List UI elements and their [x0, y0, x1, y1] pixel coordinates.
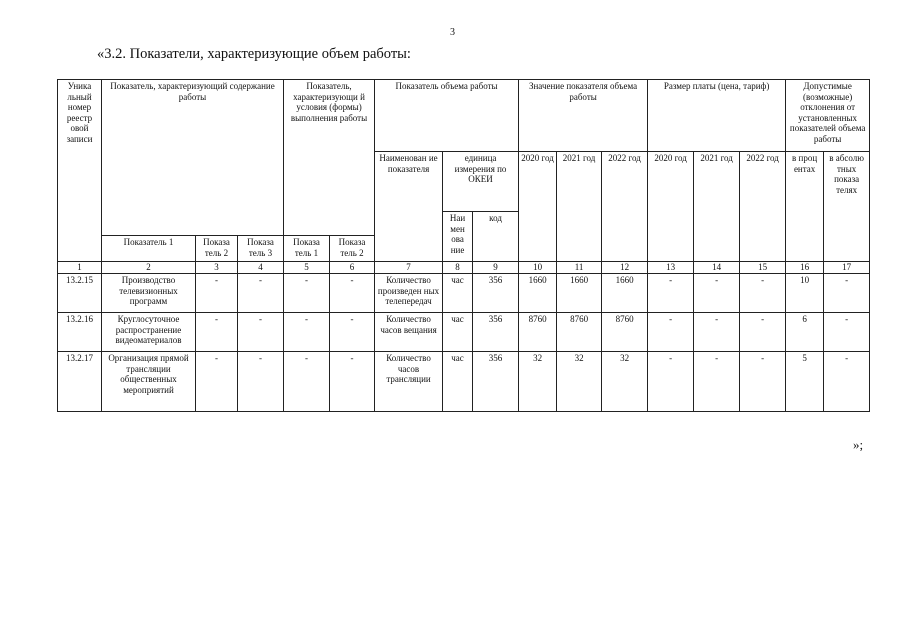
column-number-row — [58, 262, 870, 274]
header-deviation-percent: в проц ентах — [786, 152, 824, 262]
column-number: 5 — [284, 262, 330, 274]
unit-code: 356 — [473, 313, 519, 352]
fee-2021: - — [694, 274, 740, 313]
header-content-group: Показатель, характеризующий содержание работы — [102, 80, 284, 236]
condition-indicator-2: - — [330, 352, 375, 412]
deviation-absolute: - — [824, 352, 870, 412]
condition-indicator-1: - — [284, 352, 330, 412]
column-number: 8 — [443, 262, 473, 274]
table-row — [58, 352, 870, 412]
volume-indicator-name: Количество часов вещания — [375, 313, 443, 352]
value-2020: 1660 — [519, 274, 557, 313]
column-number: 1 — [58, 262, 102, 274]
header-year-2021: 2021 год — [557, 152, 602, 262]
column-number: 11 — [557, 262, 602, 274]
value-2022: 8760 — [602, 313, 648, 352]
column-number: 15 — [740, 262, 786, 274]
fee-2020: - — [648, 313, 694, 352]
column-number: 9 — [473, 262, 519, 274]
value-2020: 8760 — [519, 313, 557, 352]
content-indicator-2: - — [196, 352, 238, 412]
deviation-percent: 10 — [786, 274, 824, 313]
fee-2022: - — [740, 313, 786, 352]
header-unique-number: Уника льный номер реестр овой записи — [58, 80, 102, 262]
deviation-percent: 5 — [786, 352, 824, 412]
header-year-2022: 2022 год — [602, 152, 648, 262]
work-name: Организация прямой трансляции общественных мероприятий — [102, 352, 196, 412]
column-number: 17 — [824, 262, 870, 274]
table-header — [58, 80, 870, 274]
page-number: 3 — [450, 27, 455, 38]
header-indicator-name: Наименован ие показателя — [375, 152, 443, 262]
column-number: 16 — [786, 262, 824, 274]
column-number: 10 — [519, 262, 557, 274]
table-body — [58, 274, 870, 412]
content-indicator-3: - — [238, 313, 284, 352]
value-2021: 32 — [557, 352, 602, 412]
deviation-absolute: - — [824, 313, 870, 352]
header-condition-indicator-2: Показа тель 2 — [330, 236, 375, 262]
column-number: 14 — [694, 262, 740, 274]
column-number: 3 — [196, 262, 238, 274]
header-unit-group: единица измерения по ОКЕИ — [443, 152, 519, 212]
condition-indicator-1: - — [284, 274, 330, 313]
unit-code: 356 — [473, 352, 519, 412]
work-volume-table — [57, 79, 870, 412]
content-indicator-3: - — [238, 274, 284, 313]
unit-name: час — [443, 274, 473, 313]
header-unit-name: Наи мен ова ние — [443, 212, 473, 262]
header-condition-indicator-1: Показа тель 1 — [284, 236, 330, 262]
deviation-percent: 6 — [786, 313, 824, 352]
registry-number: 13.2.16 — [58, 313, 102, 352]
header-content-indicator-3: Показа тель 3 — [238, 236, 284, 262]
column-number: 2 — [102, 262, 196, 274]
header-conditions-group: Показатель, характеризующи й условия (формы) выполнения работы — [284, 80, 375, 236]
fee-2021: - — [694, 313, 740, 352]
value-2021: 1660 — [557, 274, 602, 313]
content-indicator-3: - — [238, 352, 284, 412]
fee-2022: - — [740, 274, 786, 313]
condition-indicator-2: - — [330, 313, 375, 352]
column-number: 4 — [238, 262, 284, 274]
header-deviation-group: Допустимые (возможные) отклонения от установленных показателей объема работы — [786, 80, 870, 152]
header-content-indicator-2: Показа тель 2 — [196, 236, 238, 262]
value-2020: 32 — [519, 352, 557, 412]
header-content-indicator-1: Показатель 1 — [102, 236, 196, 262]
unit-code: 356 — [473, 274, 519, 313]
column-number: 13 — [648, 262, 694, 274]
column-number: 12 — [602, 262, 648, 274]
unit-name: час — [443, 313, 473, 352]
work-name: Производство телевизионных программ — [102, 274, 196, 313]
table-row — [58, 274, 870, 313]
registry-number: 13.2.15 — [58, 274, 102, 313]
closing-quote-mark: »; — [853, 437, 864, 452]
value-2022: 32 — [602, 352, 648, 412]
header-fee-year-2020: 2020 год — [648, 152, 694, 262]
header-year-2020: 2020 год — [519, 152, 557, 262]
deviation-absolute: - — [824, 274, 870, 313]
content-indicator-2: - — [196, 313, 238, 352]
volume-indicator-name: Количество произведен ных телепередач — [375, 274, 443, 313]
registry-number: 13.2.17 — [58, 352, 102, 412]
value-2022: 1660 — [602, 274, 648, 313]
header-volume-group: Показатель объема работы — [375, 80, 519, 152]
header-fee-group: Размер платы (цена, тариф) — [648, 80, 786, 152]
header-unit-code: код — [473, 212, 519, 262]
fee-2022: - — [740, 352, 786, 412]
work-name: Круглосуточное распространение видеоматериалов — [102, 313, 196, 352]
header-fee-year-2022: 2022 год — [740, 152, 786, 262]
table-row — [58, 313, 870, 352]
header-fee-year-2021: 2021 год — [694, 152, 740, 262]
fee-2020: - — [648, 274, 694, 313]
fee-2020: - — [648, 352, 694, 412]
column-number: 6 — [330, 262, 375, 274]
value-2021: 8760 — [557, 313, 602, 352]
volume-indicator-name: Количество часов трансляции — [375, 352, 443, 412]
header-value-group: Значение показателя объема работы — [519, 80, 648, 152]
content-indicator-2: - — [196, 274, 238, 313]
unit-name: час — [443, 352, 473, 412]
condition-indicator-2: - — [330, 274, 375, 313]
section-title: «3.2. Показатели, характеризующие объем работы: — [97, 46, 411, 62]
header-deviation-absolute: в абсолю тных показа телях — [824, 152, 870, 262]
column-number: 7 — [375, 262, 443, 274]
condition-indicator-1: - — [284, 313, 330, 352]
fee-2021: - — [694, 352, 740, 412]
